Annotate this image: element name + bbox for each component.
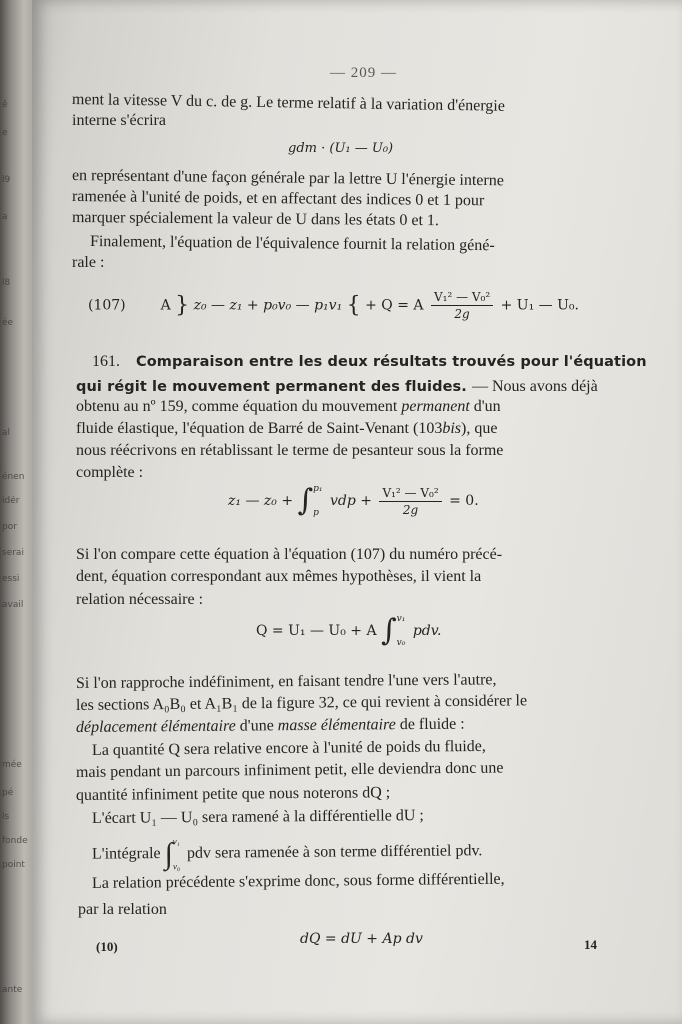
signature-mark: (10) bbox=[96, 939, 118, 954]
bleed-fragment: avail bbox=[2, 600, 24, 610]
text-line: La relation précédente s'exprime donc, sous forme différentielle, bbox=[91, 870, 505, 892]
text-line: La quantité Q sera relative encore à l'unité de poids du fluide, bbox=[91, 737, 486, 759]
bleed-fragment: pé bbox=[2, 788, 14, 798]
text-line: interne s'écrira bbox=[72, 112, 166, 129]
equation-label: (107) bbox=[88, 297, 126, 314]
text-line: Si l'on rapproche indéfiniment, en faisant tendre l'une vers l'autre, bbox=[75, 671, 497, 692]
bleed-fragment: ls bbox=[2, 812, 10, 822]
text-line: ramenée à l'unité de poids, et en affectant des indices 0 et 1 pour bbox=[71, 188, 485, 210]
text-line: relation nécessaire : bbox=[76, 591, 204, 608]
text-line: par la relation bbox=[78, 901, 167, 918]
equation-107: (107) A } z₀ — z₁ + p₀v₀ — p₁v₁ { + Q = A $\frac{\text{V₁² — V₀²}}{2g}$ + U₁ — U₀. bbox=[88, 290, 579, 321]
text-line: complète : bbox=[76, 464, 144, 481]
bleed-fragment: idér bbox=[2, 496, 20, 506]
bleed-fragment: e bbox=[2, 128, 8, 138]
bleed-fragment: point bbox=[2, 860, 25, 870]
bleed-fragment: ante bbox=[2, 985, 23, 995]
bleed-fragment: al bbox=[2, 428, 11, 438]
section-title: Comparaison entre les deux résultats trouvés pour l'équation bbox=[136, 354, 647, 370]
bleed-fragment: a bbox=[2, 212, 8, 222]
text-line: Finalement, l'équation de l'équivalence fournit la relation géné- bbox=[89, 233, 495, 255]
text-line: L'intégrale ∫ v₁ v₀ pdv sera ramenée à son terme différentiel pdv. bbox=[91, 836, 483, 872]
text-line: marquer spécialement la valeur de U dans les états 0 et 1. bbox=[71, 209, 440, 230]
bleed-fragment: ée bbox=[2, 318, 14, 328]
equation-differential: dQ = dU + Ap dv bbox=[300, 931, 423, 947]
text-line: ment la vitesse V du c. de g. Le terme relatif à la variation d'énergie bbox=[71, 91, 506, 115]
signature-mark: 14 bbox=[584, 937, 597, 952]
bleed-fragment: mée bbox=[2, 760, 22, 770]
text-line: les sections A₀B₀ et A₁B₁ de la figure 32, ce qui revient à considérer le bbox=[75, 692, 528, 714]
text-line: en représentant d'une façon générale par la lettre U l'énergie interne bbox=[71, 167, 504, 190]
bleed-fragment: énen bbox=[2, 472, 25, 482]
section-number: 161. bbox=[92, 353, 120, 370]
bleed-fragment: essi bbox=[2, 574, 20, 584]
text-line: fluide élastique, l'équation de Barré de Saint-Venant (103bis), que bbox=[76, 420, 498, 437]
text-line: rale : bbox=[72, 254, 105, 271]
page-number: — 209 — bbox=[330, 65, 397, 81]
bleed-fragment: serai bbox=[2, 548, 24, 558]
text-line: nous réécrivons en rétablissant le terme de pesanteur sous la forme bbox=[76, 442, 504, 459]
text-line: Si l'on compare cette équation à l'équation (107) du numéro précé- bbox=[76, 546, 503, 563]
equation-energy: gdm · (U₁ — U₀) bbox=[288, 141, 394, 156]
text-line: quantité infiniment petite que nous noterons dQ ; bbox=[75, 784, 391, 804]
bleed-fragment: fonde bbox=[2, 836, 28, 846]
text-line: qui régit le mouvement permanent des fluides. — Nous avons déjà bbox=[76, 378, 598, 395]
text-line: L'écart U₁ — U₀ sera ramené à la différentielle dU ; bbox=[91, 807, 424, 827]
bleed-fragment: ê bbox=[2, 100, 8, 110]
text-line: déplacement élémentaire d'une masse élémentaire de fluide : bbox=[75, 715, 465, 736]
text-line: mais pendant un parcours infiniment petit, elle deviendra donc une bbox=[75, 759, 504, 781]
text-line: obtenu au nº 159, comme équation du mouvement permanent d'un bbox=[76, 398, 501, 415]
bleed-fragment: por bbox=[2, 522, 17, 532]
book-page bbox=[32, 0, 682, 1024]
equation-saint-venant: z₁ — z₀ + ∫ p₁ p vdp + $\frac{\text{V₁² — V₀²}}{2g}$ = 0. bbox=[228, 483, 479, 518]
section-title: qui régit le mouvement permanent des fluides. bbox=[76, 379, 467, 395]
bleed-fragment: l8 bbox=[2, 278, 11, 288]
equation-q: Q = U₁ — U₀ + A ∫ v₁ v₀ pdv. bbox=[256, 613, 442, 648]
previous-page-edge bbox=[0, 0, 34, 1024]
bleed-fragment: l9 bbox=[2, 175, 11, 185]
text-line: dent, équation correspondant aux mêmes hypothèses, il vient la bbox=[76, 568, 482, 585]
